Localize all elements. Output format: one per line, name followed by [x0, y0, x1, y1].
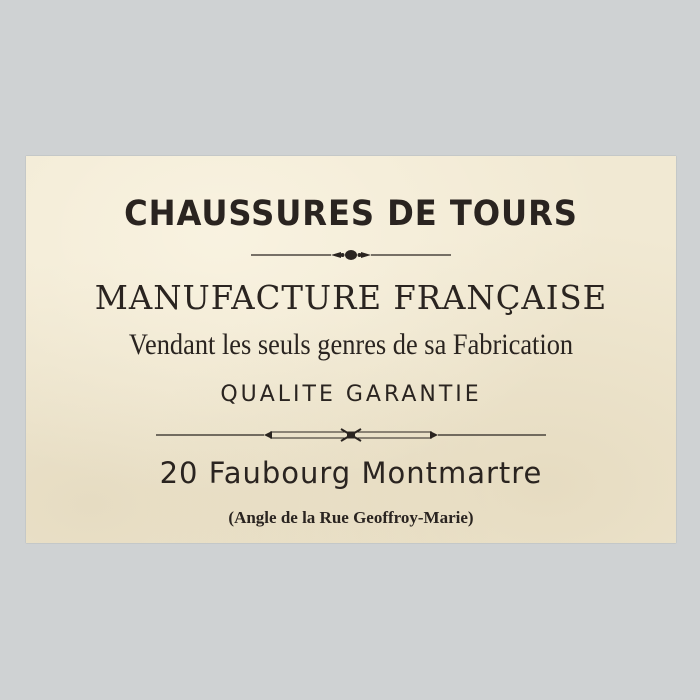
- top-ornament-divider: [26, 248, 676, 262]
- manufacture-heading: MANUFACTURE FRANÇAISE: [94, 278, 608, 317]
- ornament-rule-icon: [156, 428, 546, 442]
- address-corner-note: (Angle de la Rue Geoffroy-Marie): [228, 508, 474, 527]
- business-card: [26, 156, 676, 543]
- quality-statement: QUALITE GARANTIE: [220, 382, 482, 407]
- street-address: 20 Faubourg Montmartre: [159, 456, 543, 490]
- ornament-rule-icon: [251, 248, 451, 262]
- tagline: Vendant les seuls genres de sa Fabrication: [128, 328, 574, 361]
- bottom-ornament-divider: [26, 428, 676, 442]
- shop-name: CHAUSSURES DE TOURS: [124, 194, 578, 234]
